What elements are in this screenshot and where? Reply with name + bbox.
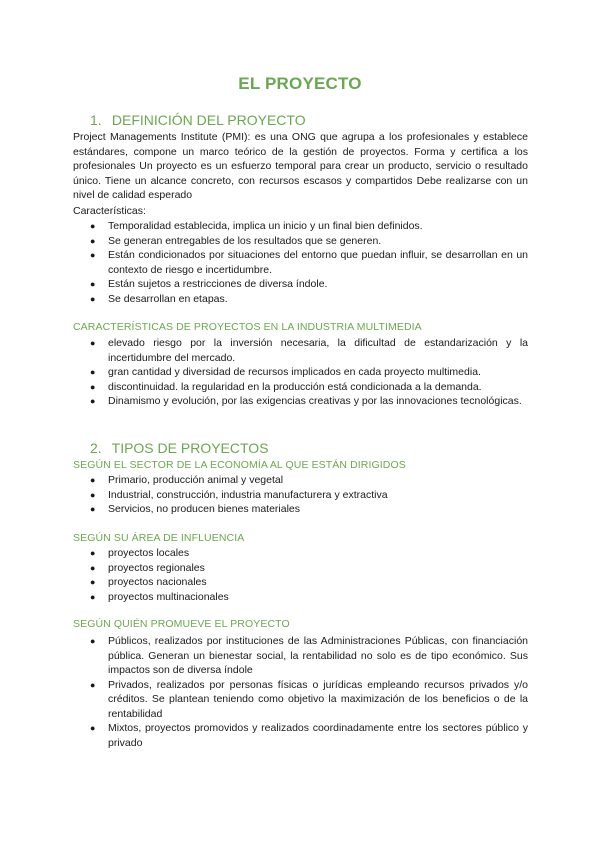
bullet-icon: ● bbox=[90, 504, 96, 514]
list-item: ● gran cantidad y diversidad de recursos implicados en cada proyecto multimedia. bbox=[90, 366, 481, 378]
bullet-icon: ● bbox=[90, 221, 96, 231]
bullet-icon: ● bbox=[90, 562, 96, 573]
bullet-icon: ● bbox=[90, 235, 96, 246]
list-item: ● Temporalidad establecida, implica un inicio y un final bien definidos. bbox=[90, 220, 423, 232]
list-item: ● discontinuidad. la regularidad en la producción está condicionada a la demanda. bbox=[90, 380, 482, 393]
area-list bbox=[73, 546, 528, 604]
promoter-heading: SEGÚN QUIÉN PROMUEVE EL PROYECTO bbox=[73, 618, 290, 630]
list-item: ● Se generan entregables de los resultados que se generen. bbox=[90, 234, 382, 247]
list-item: ● Servicios, no producen bienes materiales bbox=[90, 503, 301, 515]
multimedia-list bbox=[73, 336, 528, 409]
bullet-icon: ● bbox=[90, 475, 96, 485]
bullet-icon: ● bbox=[90, 338, 96, 348]
area-heading: SEGÚN SU ÁREA DE INFLUENCIA bbox=[73, 532, 245, 544]
list-item: ● proyectos nacionales bbox=[90, 576, 207, 588]
list-item: ● Primario, producción animal y vegetal bbox=[90, 474, 284, 486]
characteristics-list bbox=[73, 219, 528, 306]
bullet-icon: ● bbox=[90, 381, 96, 392]
bullet-icon: ● bbox=[90, 636, 96, 646]
document-title: EL PROYECTO bbox=[238, 74, 362, 93]
list-item: ● Están sujetos a restricciones de diversa índole. bbox=[90, 278, 328, 290]
list-item: ● elevado riesgo por la inversión necesaria, la dificultad de estandarización y la incertidumbre del mercado. bbox=[90, 337, 528, 364]
bullet-icon: ● bbox=[90, 577, 96, 587]
list-item: ● proyectos multinacionales bbox=[90, 590, 229, 603]
section-2-title: TIPOS DE PROYECTOS bbox=[111, 440, 269, 456]
sector-list bbox=[73, 473, 528, 517]
bullet-icon: ● bbox=[90, 279, 96, 289]
list-item: ● Están condicionados por situaciones del entorno que puedan influir, se desarrollan en un contexto de riesgo e incertidumbre. bbox=[90, 249, 528, 276]
list-item: ● Públicos, realizados por instituciones de las Administraciones Públicas, con financiación pública. Generan un bienestar social, la rentabilidad no solo es de tipo económico. Sus impactos son de diversa índole bbox=[90, 635, 528, 676]
bullet-icon: ● bbox=[90, 591, 96, 602]
bullet-icon: ● bbox=[90, 293, 96, 304]
section-1-number: 1. bbox=[90, 112, 102, 128]
section-2-heading bbox=[90, 440, 269, 456]
bullet-icon: ● bbox=[90, 723, 96, 733]
list-item: ● Se desarrollan en etapas. bbox=[90, 292, 228, 305]
bullet-icon: ● bbox=[90, 396, 96, 406]
list-item: ● Dinamismo y evolución, por las exigencias creativas y por las innovaciones tecnológicas. bbox=[90, 395, 522, 407]
multimedia-heading: CARACTERÍSTICAS DE PROYECTOS EN LA INDUSTRIA MULTIMEDIA bbox=[73, 321, 422, 333]
list-item: ● proyectos regionales bbox=[90, 561, 205, 574]
definition-paragraph: Project Managements Institute (PMI): es una ONG que agrupa a los profesionales y establece estándares, compone un marco teórico de la gestión de proyectos. Forma y certifica a los profesionales Un proyecto es un esfuerzo temporal para crear un producto, servicio o resultado único. Tiene un alcance concreto, con recursos escasos y compartidos Debe realizarse con un nivel de calidad esperado bbox=[73, 131, 528, 201]
list-item: ● Industrial, construcción, industria manufacturera y extractiva bbox=[90, 488, 388, 501]
bullet-icon: ● bbox=[90, 489, 96, 500]
bullet-icon: ● bbox=[90, 250, 96, 260]
list-item: ● proyectos locales bbox=[90, 547, 190, 559]
section-2-number: 2. bbox=[90, 440, 102, 456]
bullet-icon: ● bbox=[90, 367, 96, 377]
characteristics-label: Características: bbox=[73, 205, 146, 217]
list-item: ● Privados, realizados por personas físicas o jurídicas empleando recursos privados y/o créditos. Se plantean teniendo como objetivo la maximización de los beneficios o de la rentabilidad bbox=[90, 678, 528, 720]
bullet-icon: ● bbox=[90, 679, 96, 690]
list-item: ● Mixtos, proyectos promovidos y realizados coordinadamente entre los sectores público y privado bbox=[90, 722, 528, 749]
section-1-heading bbox=[90, 112, 306, 128]
section-1-title: DEFINICIÓN DEL PROYECTO bbox=[111, 112, 306, 128]
promoter-list bbox=[73, 634, 528, 750]
sector-heading: SEGÚN EL SECTOR DE LA ECONOMÍA AL QUE ESTÁN DIRIGIDOS bbox=[73, 459, 406, 471]
bullet-icon: ● bbox=[90, 548, 96, 558]
